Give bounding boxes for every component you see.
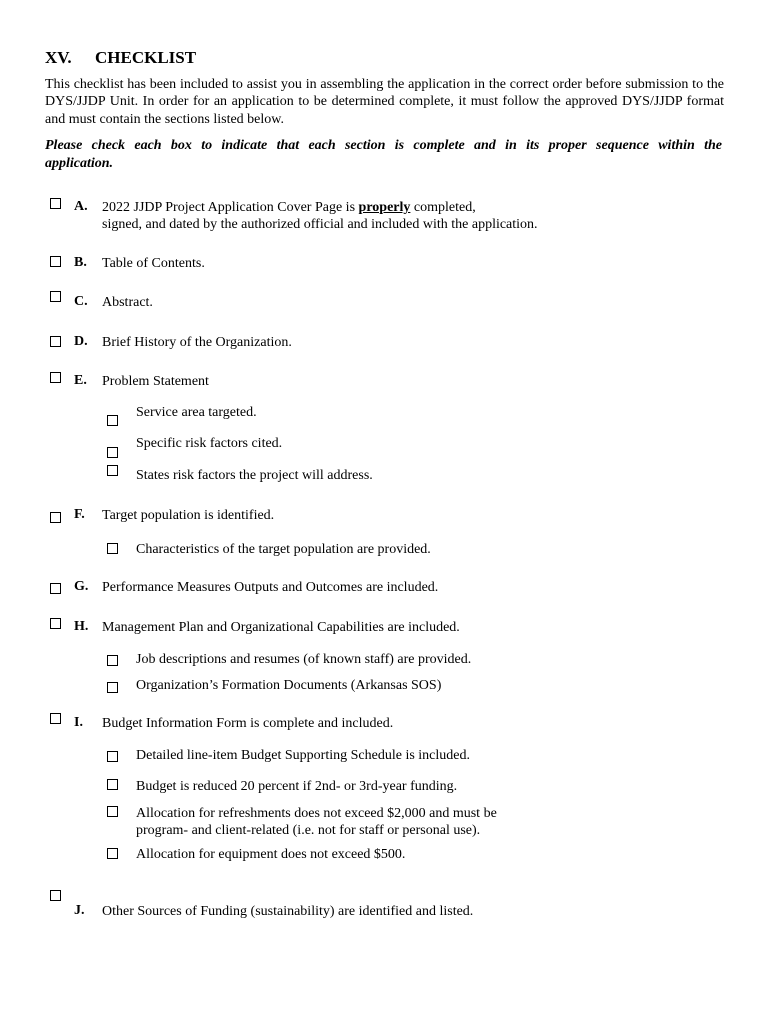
checkbox-d[interactable]: [50, 336, 61, 347]
checkbox-e-3[interactable]: [107, 465, 118, 476]
item-text-i: Budget Information Form is complete and included.: [102, 716, 394, 731]
item-letter-d: D.: [74, 334, 88, 349]
checkbox-f[interactable]: [50, 512, 61, 523]
item-letter-h: H.: [74, 619, 89, 634]
checkbox-e-1[interactable]: [107, 415, 118, 426]
checkbox-e[interactable]: [50, 372, 61, 383]
subitem-text-i-3: Allocation for refreshments does not exceed $2,000 and must be: [136, 806, 497, 821]
subitem-text-e-1: Service area targeted.: [136, 405, 257, 420]
item-letter-g: G.: [74, 579, 89, 594]
checkbox-f-1[interactable]: [107, 543, 118, 554]
subitem-text-i-2: Budget is reduced 20 percent if 2nd- or 3rd-year funding.: [136, 779, 458, 794]
item-text-a: [102, 199, 476, 217]
checkbox-i[interactable]: [50, 713, 61, 724]
item-text-h: Management Plan and Organizational Capabilities are included.: [102, 620, 460, 635]
checkbox-i-3[interactable]: [107, 806, 118, 817]
checkbox-c[interactable]: [50, 291, 61, 302]
subitem-text-e-2: Specific risk factors cited.: [136, 436, 283, 451]
item-text-c: Abstract.: [102, 295, 153, 310]
subitem-text-i-1: Detailed line-item Budget Supporting Schedule is included.: [136, 748, 470, 763]
section-heading: [45, 48, 196, 68]
item-letter-i: I.: [74, 715, 83, 730]
subitem-text-f-1: Characteristics of the target population are provided.: [136, 542, 431, 557]
checkbox-b[interactable]: [50, 256, 61, 267]
intro-paragraph: This checklist has been included to assist you in assembling the application in the correct order before submission to the DYS/JJDP Unit. In order for an application to be determined complete, it must follow the approved DYS/JJDP format and must contain the sections listed below.: [45, 77, 724, 127]
item-letter-j: J.: [74, 903, 85, 918]
item-text-a-emphasis: properly: [358, 200, 411, 215]
instruction-paragraph: Please check each box to indicate that each section is complete and in its proper sequence within the application.: [45, 138, 722, 171]
checkbox-i-2[interactable]: [107, 779, 118, 790]
checkbox-e-2[interactable]: [107, 447, 118, 458]
checkbox-i-1[interactable]: [107, 751, 118, 762]
item-text-g: Performance Measures Outputs and Outcomes are included.: [102, 580, 439, 595]
checkbox-a[interactable]: [50, 198, 61, 209]
item-letter-e: E.: [74, 373, 87, 388]
checkbox-h-1[interactable]: [107, 655, 118, 666]
item-text-j: Other Sources of Funding (sustainability) are identified and listed.: [102, 904, 474, 919]
section-number: XV.: [45, 48, 72, 67]
section-title: CHECKLIST: [95, 48, 197, 67]
subitem-text-h-2: Organization’s Formation Documents (Arkansas SOS): [136, 678, 442, 693]
item-letter-f: F.: [74, 507, 85, 522]
item-text-a-before: 2022 JJDP Project Application Cover Page is: [102, 200, 359, 215]
checkbox-j[interactable]: [50, 890, 61, 901]
subitem-text-e-3: States risk factors the project will address.: [136, 468, 373, 483]
checkbox-i-4[interactable]: [107, 848, 118, 859]
subitem-text-h-1: Job descriptions and resumes (of known staff) are provided.: [136, 652, 472, 667]
item-letter-a: A.: [74, 199, 88, 214]
item-text-a-line2: signed, and dated by the authorized official and included with the application.: [102, 217, 538, 232]
item-letter-c: C.: [74, 294, 88, 309]
subitem-text-i-4: Allocation for equipment does not exceed $500.: [136, 847, 406, 862]
item-text-a-after: completed,: [410, 200, 476, 215]
checkbox-g[interactable]: [50, 583, 61, 594]
item-text-f: Target population is identified.: [102, 508, 275, 523]
item-text-b: Table of Contents.: [102, 256, 205, 271]
subitem-text-i-3-line2: program- and client-related (i.e. not for staff or personal use).: [136, 823, 481, 838]
item-text-d: Brief History of the Organization.: [102, 335, 292, 350]
checkbox-h[interactable]: [50, 618, 61, 629]
item-letter-b: B.: [74, 255, 87, 270]
checkbox-h-2[interactable]: [107, 682, 118, 693]
item-text-e: Problem Statement: [102, 374, 209, 389]
